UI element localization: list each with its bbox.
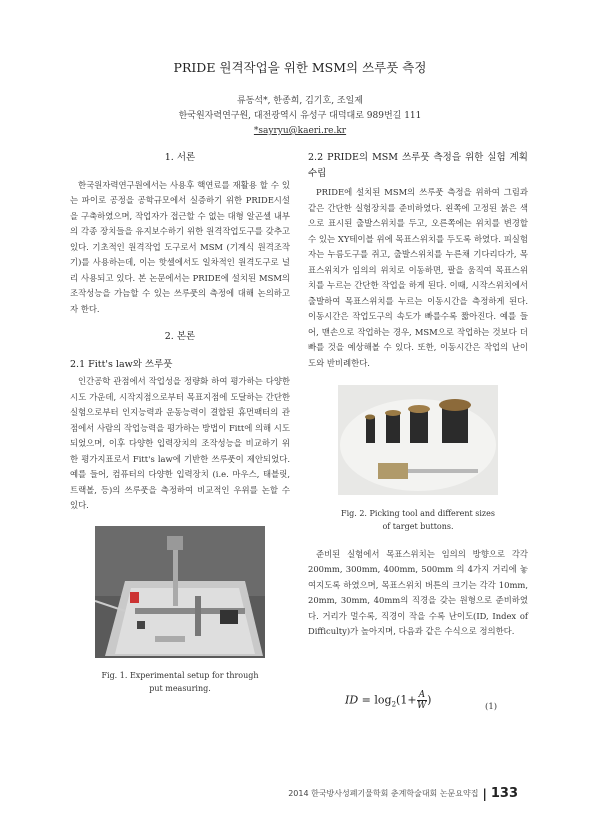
equation-number: (1) (485, 702, 498, 712)
email-link[interactable]: *sayryu@kaeri.re.kr (253, 126, 347, 136)
experimental-setup-photo (95, 526, 265, 658)
footer-separator: | (482, 786, 487, 801)
paper-title: PRIDE 원격작업을 위한 MSM의 쓰루풋 측정 (173, 60, 427, 75)
footer-text: 2014 한국방사성폐기물학회 춘계학술대회 논문요약집 (288, 789, 479, 798)
section-heading-body: 2. 본론 (164, 331, 196, 342)
equation-log: = log (361, 693, 392, 707)
equation-open: (1+ (396, 693, 417, 707)
author-block (0, 94, 600, 139)
intro-paragraph: 한국원자력연구원에서는 사용후 핵연료를 재활용 할 수 있는 파이로 공정을 공학규모에서 실증하기 위한 PRIDE시설을 구축하였으며, 작업자가 접근할 수 없는 대형 알곤셀 내부의 각종 장치들을 유지보수하기 위한 원격작업도구를 갖추고 있다. 기초적인 원격작업 도구로서 MSM (기계식 원격조작기)를 사용하는데, 이는 핫셀에서도 일차적인 원격도구로 널리 사용되고 있다. 본 논문에서는 PRIDE에 설치된 MSM의 조작성능을 가늠할 수 있는 쓰루풋의 측정에 대해 논의하고자 한다. (70, 179, 290, 314)
author-names: 류동석*, 한종희, 김기호, 조일제 (237, 96, 363, 106)
fitts-paragraph: 인간공학 관점에서 작업성을 정량화 하여 평가하는 다양한 시도 가운데, 시작지점으로부터 목표지점에 도달하는 간단한 실험으로부터 인지능력과 운동능력이 결합된 휴먼팩터의 관점에서 사람의 작업능력을 평가하는 방법이 Fitt에 의해 시도되었으며, 이후 다양한 입력장치의 조작성능을 비교하기 위한 평가지표로서 Fitt's law에 기반한 쓰루풋이 제안되었다. 예를 들어, 컴퓨터의 다양한 입력장치 (i.e. 마우스, 태블릿, 트랙볼, 등)의 쓰루풋을 측정하여 비교적인 우위를 논할 수 있다. (70, 376, 290, 510)
equation-denominator: W (417, 701, 427, 711)
equation-fraction (417, 690, 428, 711)
left-column (70, 150, 290, 695)
subsection-heading-plan: 2.2 PRIDE의 MSM 쓰루풋 측정을 위한 실험 계획 수립 (308, 152, 528, 179)
figure-2 (338, 385, 498, 533)
section-heading-intro: 1. 서론 (164, 152, 196, 163)
difficulty-paragraph: 준비된 실험에서 목표스위치는 임의의 방향으로 각각 200mm, 300mm, 400mm, 500mm 의 4가지 거리에 놓여지도록 하였으며, 목표스위치 버튼의 크기는 각각 10mm, 20mm, 30mm, 40mm의 직경을 갖는 원형으로 준비하였다. 거리가 멀수록, 직경이 작을 수록 난이도(ID, Index of Difficulty)가 높아지며, 다음과 같은 수식으로 정의한다. (308, 548, 528, 636)
affiliation: 한국원자력연구원, 대전광역시 유성구 대덕대로 989번길 111 (178, 111, 422, 121)
plan-paragraph: PRIDE에 설치된 MSM의 쓰루풋 측정을 위하여 그림과 같은 간단한 실험장치를 준비하였다. 왼쪽에 고정된 붉은 색으로 표시된 출발스위치를 두고, 오른쪽에는 위치를 변경할 수 있는 XY테이블 위에 목표스위치를 두도록 하였다. 피실험자는 누름도구를 쥐고, 출발스위치를 누른채 기다리다가, 목표스위치가 임의의 위치로 이동하면, 팔을 움직여 목표스위치를 누르는 간단한 작업을 하게 된다. 이때, 시작스위치에서 출발하여 목표스위치를 누르는 이동시간을 측정하게 된다. 이동시간은 작업도구의 속도가 빠를수록 짧아진다. 예를 들어, 맨손으로 작업하는 경우, MSM으로 작업하는 것보다 더 빠를 것을 예상해볼 수 있다. 또한, 이동시간은 작업의 난이도와 반비례한다. (308, 187, 528, 368)
figure-1 (95, 526, 265, 696)
subsection-heading-fitts: 2.1 Fitt's law와 쓰루풋 (70, 358, 173, 370)
right-column (308, 150, 528, 652)
page-number: 133 (490, 786, 518, 801)
equation-fitts (345, 690, 431, 711)
picking-tool-photo (338, 385, 498, 495)
page-footer (288, 786, 518, 801)
equation-close: ) (427, 693, 432, 707)
equation-lhs: ID (345, 693, 359, 707)
figure-1-caption: Fig. 1. Experimental setup for through put measuring. (101, 671, 259, 693)
equation-numerator: A (418, 690, 426, 700)
equation-base: 2 (391, 700, 397, 709)
figure-2-caption: Fig. 2. Picking tool and different sizes of target buttons. (341, 508, 495, 531)
